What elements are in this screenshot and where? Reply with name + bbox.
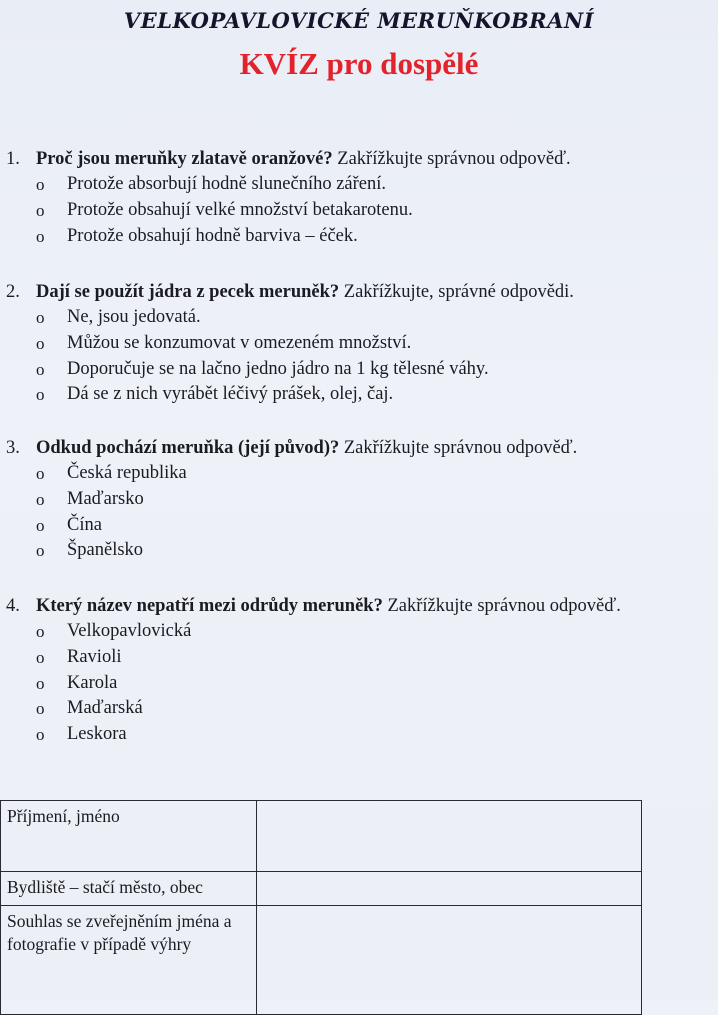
question-instruction: Zakřížkujte správnou odpověď. [382, 596, 621, 616]
answer-option[interactable] [0, 696, 718, 722]
question-3 [0, 435, 718, 564]
form-row-residence [1, 872, 642, 906]
option-label: Španělsko [67, 540, 144, 561]
answer-option[interactable] [0, 224, 718, 250]
checkbox-circle-icon[interactable]: o [36, 308, 45, 327]
option-label: Velkopavlovická [67, 621, 192, 641]
option-label: Protože obsahují velké množství betakarotenu. [67, 199, 413, 220]
question-instruction: Zakřížkujte správnou odpověď. [339, 438, 578, 458]
answer-options [0, 172, 718, 249]
checkbox-circle-icon[interactable]: o [36, 725, 45, 745]
answer-option[interactable] [0, 461, 718, 487]
form-row-consent [1, 906, 642, 1015]
answer-option[interactable] [0, 172, 718, 198]
option-label: Protože obsahují hodně barviva – éček. [67, 225, 358, 246]
option-label: Karola [67, 672, 118, 693]
answer-option[interactable] [0, 722, 718, 748]
question-1 [0, 146, 718, 249]
question-text: Který název nepatří mezi odrůdy meruněk? [36, 596, 383, 616]
form-row-name [1, 801, 642, 872]
answer-option[interactable] [0, 538, 718, 564]
name-label: Příjmení, jméno [1, 801, 257, 872]
name-field[interactable] [257, 801, 642, 872]
option-label: Maďarsko [67, 488, 144, 509]
option-label: Česká republika [67, 463, 187, 483]
option-label: Maďarská [67, 698, 143, 719]
option-label: Doporučuje se na lačno jedno jádro na 1 kg tělesné váhy. [67, 358, 489, 379]
event-title: VELKOPAVLOVICKÉ MERUŇKOBRANÍ [123, 8, 595, 33]
question-instruction: Zakřížkujte, správné odpovědi. [339, 282, 574, 302]
answer-option[interactable] [0, 513, 718, 539]
option-label: Dá se z nich vyrábět léčivý prášek, olej, čaj. [67, 384, 394, 405]
answer-options [0, 619, 718, 748]
question-2 [0, 279, 718, 408]
checkbox-circle-icon[interactable]: o [36, 699, 45, 719]
answer-option[interactable] [0, 305, 718, 331]
answer-option[interactable] [0, 382, 718, 408]
option-label: Ravioli [67, 646, 122, 667]
question-text: Odkud pochází meruňka (její původ)? [36, 438, 340, 458]
checkbox-circle-icon[interactable]: o [36, 226, 45, 246]
answer-option[interactable] [0, 619, 718, 645]
checkbox-circle-icon[interactable]: o [36, 622, 45, 641]
residence-field[interactable] [257, 872, 642, 906]
question-number: 1. [6, 149, 20, 169]
checkbox-circle-icon[interactable]: o [36, 200, 45, 220]
checkbox-circle-icon[interactable]: o [36, 175, 45, 194]
contact-form-table [0, 800, 642, 1015]
checkbox-circle-icon[interactable]: o [36, 464, 45, 483]
question-heading [0, 279, 718, 305]
question-heading [0, 146, 718, 172]
question-number: 2. [6, 282, 20, 302]
checkbox-circle-icon[interactable]: o [36, 515, 45, 535]
option-label: Leskora [67, 724, 127, 745]
option-label: Ne, jsou jedovatá. [67, 307, 201, 327]
option-label: Čína [67, 514, 102, 535]
answer-option[interactable] [0, 671, 718, 697]
checkbox-circle-icon[interactable]: o [36, 647, 45, 667]
question-heading [0, 593, 718, 619]
checkbox-circle-icon[interactable]: o [36, 333, 45, 353]
question-heading [0, 435, 718, 461]
answer-option[interactable] [0, 487, 718, 513]
answer-option[interactable] [0, 331, 718, 357]
checkbox-circle-icon[interactable]: o [36, 385, 45, 405]
option-label: Můžou se konzumovat v omezeném množství. [67, 332, 412, 353]
answer-option[interactable] [0, 645, 718, 671]
question-text: Proč jsou meruňky zlatavě oranžové? [36, 149, 333, 169]
consent-label: Souhlas se zveřejněním jména a fotografie v případě výhry [1, 906, 257, 1015]
consent-field[interactable] [257, 906, 642, 1015]
quiz-title: KVÍZ pro dospělé [239, 46, 479, 81]
answer-options [0, 305, 718, 408]
checkbox-circle-icon[interactable]: o [36, 541, 45, 561]
question-number: 4. [6, 596, 20, 616]
answer-option[interactable] [0, 198, 718, 224]
option-label: Protože absorbují hodně slunečního záření. [67, 174, 387, 194]
question-4 [0, 593, 718, 748]
answer-option[interactable] [0, 357, 718, 383]
checkbox-circle-icon[interactable]: o [36, 489, 45, 509]
residence-label: Bydliště – stačí město, obec [1, 872, 257, 906]
question-number: 3. [6, 438, 20, 458]
answer-options [0, 461, 718, 564]
question-text: Dají se použít jádra z pecek meruněk? [36, 282, 340, 302]
checkbox-circle-icon[interactable]: o [36, 359, 45, 379]
question-instruction: Zakřížkujte správnou odpověď. [332, 149, 571, 169]
checkbox-circle-icon[interactable]: o [36, 673, 45, 693]
